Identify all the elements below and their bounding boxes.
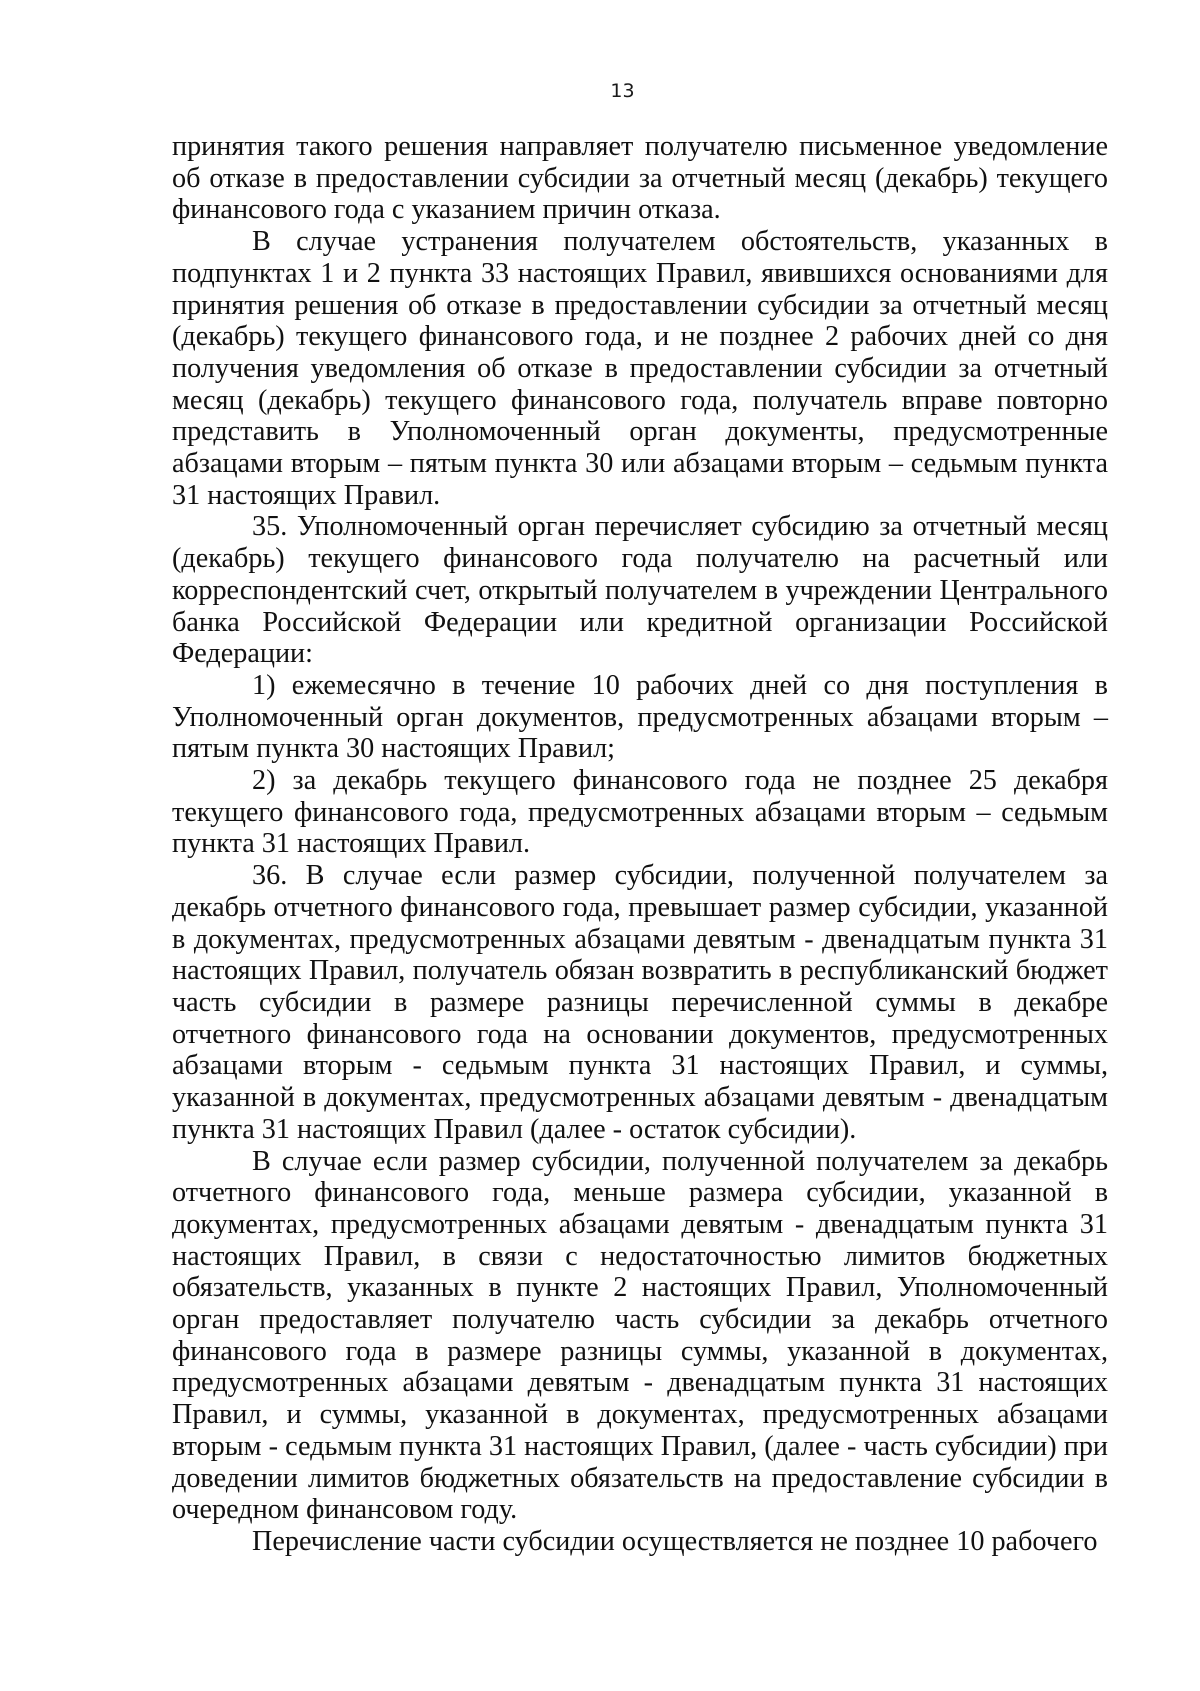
paragraph-transfer: Перечисление части субсидии осуществляется не позднее 10 рабочего: [252, 1525, 1098, 1557]
paragraph-subitem-2: 2) за декабрь текущего финансового года не позднее 25 декабря текущего финансового года, предусмотренных абзацами вторым – седьмым пункта 31 настоящих Правил.: [172, 765, 1108, 860]
paragraph-resubmission: В случае устранения получателем обстоятельств, указанных в подпунктах 1 и 2 пункта 33 настоящих Правил, явившихся основаниями для принятия решения об отказе в предоставлении субсидии за отчетный месяц (декабрь) текущего финансового года, и не позднее 2 рабочих дней со дня получения уведомления об отказе в предоставлении субсидии за отчетный месяц (декабрь) текущего финансового года, получатель вправе повторно представить в Уполномоченный орган документы, предусмотренные абзацами вторым – пятым пункта 30 или абзацами вторым – седьмым пункта 31 настоящих Правил.: [172, 226, 1108, 511]
page-number: 13: [610, 80, 635, 102]
paragraph-item-35: 35. Уполномоченный орган перечисляет субсидию за отчетный месяц (декабрь) текущего финансового года получателю на расчетный или корреспондентский счет, открытый получателем в учреждении Центрального банка Российской Федерации или кредитной организации Российской Федерации:: [172, 511, 1108, 670]
paragraph-continuation: принятия такого решения направляет получателю письменное уведомление об отказе в предоставлении субсидии за отчетный месяц (декабрь) текущего финансового года с указанием причин отказа.: [172, 131, 1108, 226]
document-body: [172, 131, 1108, 1558]
paragraph-shortfall: В случае если размер субсидии, полученной получателем за декабрь отчетного финансового года, меньше размера субсидии, указанной в документах, предусмотренных абзацами девятым - двенадцатым пункта 31 настоящих Правил, в связи с недостаточностью лимитов бюджетных обязательств, указанных в пункте 2 настоящих Правил, Уполномоченный орган предоставляет получателю часть субсидии за декабрь отчетного финансового года в размере разницы суммы, указанной в документах, предусмотренных абзацами девятым - двенадцатым пункта 31 настоящих Правил, и суммы, указанной в документах, предусмотренных абзацами вторым - седьмым пункта 31 настоящих Правил, (далее - часть субсидии) при доведении лимитов бюджетных обязательств на предоставление субсидии в очередном финансовом году.: [172, 1145, 1108, 1526]
paragraph-subitem-1: 1) ежемесячно в течение 10 рабочих дней со дня поступления в Уполномоченный орган документов, предусмотренных абзацами вторым – пятым пункта 30 настоящих Правил;: [172, 669, 1108, 765]
paragraph-item-36: 36. В случае если размер субсидии, полученной получателем за декабрь отчетного финансового года, превышает размер субсидии, указанной в документах, предусмотренных абзацами девятым - двенадцатым пункта 31 настоящих Правил, получатель обязан возвратить в республиканский бюджет часть субсидии в размере разницы перечисленной суммы в декабре отчетного финансового года на основании документов, предусмотренных абзацами вторым - седьмым пункта 31 настоящих Правил, и суммы, указанной в документах, предусмотренных абзацами девятым - двенадцатым пункта 31 настоящих Правил (далее - остаток субсидии).: [172, 860, 1108, 1145]
